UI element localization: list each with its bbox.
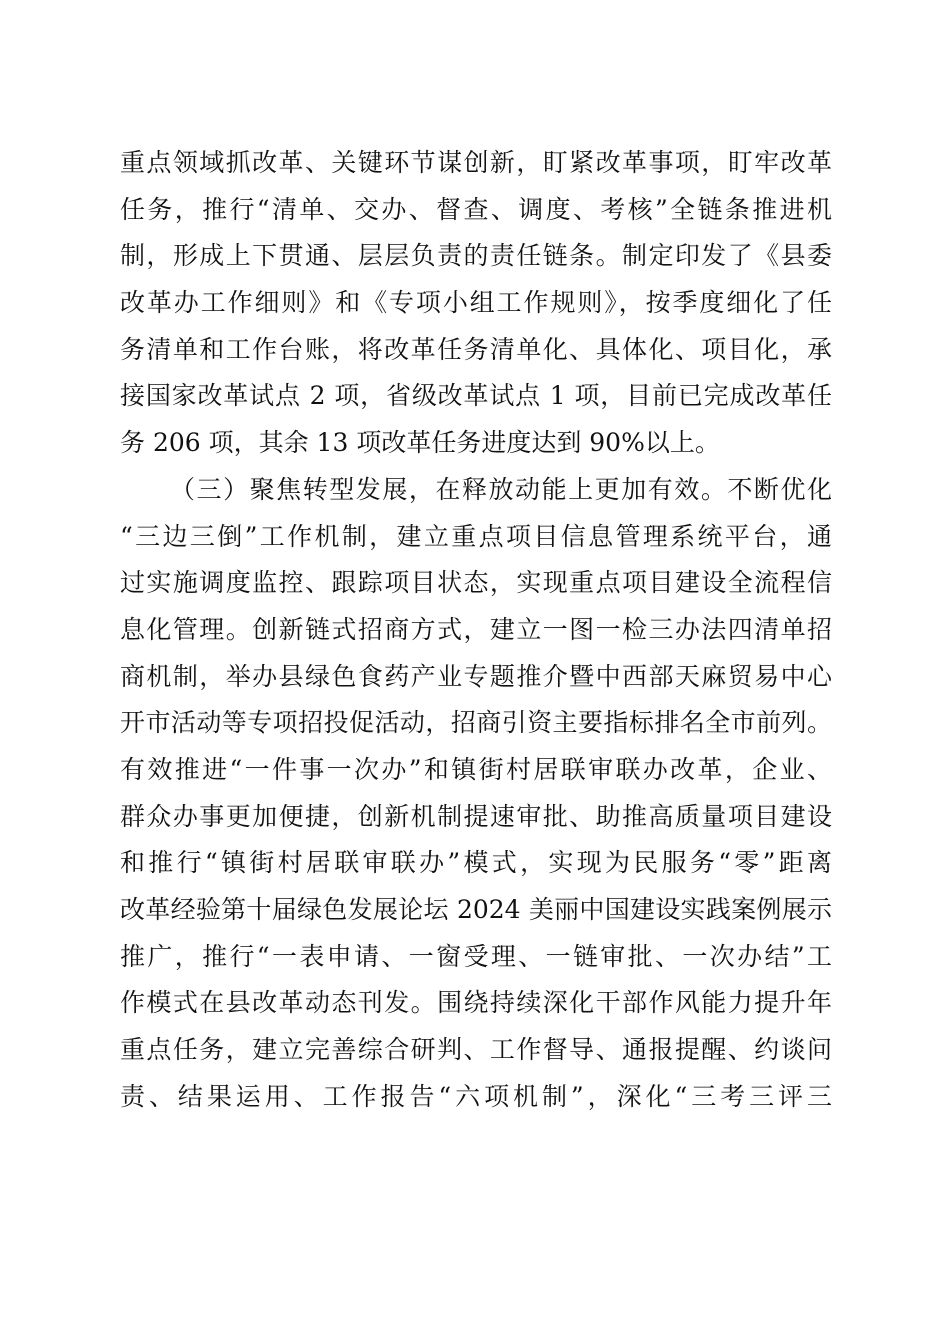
text-line-20: 重点任务，建立完善综合研判、工作督导、通报提醒、约谈问 [120, 1035, 832, 1065]
body-text [120, 140, 832, 1120]
section-heading-line: （三）聚焦转型发展，在释放动能上更加有效。不断优化 [170, 474, 832, 504]
text-line-17: 改革经验第十届绿色发展论坛 2024 美丽中国建设实践案例展示 [120, 895, 832, 924]
text-line-14: 有效推进“一件事一次办”和镇街村居联审联办改革，企业、 [120, 754, 832, 784]
text-line-12: 商机制，举办县绿色食药产业专题推介暨中西部天麻贸易中心 [120, 661, 832, 691]
text-line-2: 任务，推行“清单、交办、督查、调度、考核”全链条推进机 [120, 194, 832, 224]
text-line-15: 群众办事更加便捷，创新机制提速审批、助推高质量项目建设 [120, 801, 832, 831]
text-line-16: 和推行“镇街村居联审联办”模式，实现为民服务“零”距离 [120, 848, 832, 878]
text-line-5: 务清单和工作台账，将改革任务清单化、具体化、项目化，承 [120, 334, 832, 364]
text-line-21: 责、结果运用、工作报告“六项机制”，深化“三考三评三 [120, 1081, 832, 1111]
text-line-4: 改革办工作细则》和《专项小组工作规则》，按季度细化了任 [120, 288, 832, 318]
text-line-1: 重点领域抓改革、关键环节谋创新，盯紧改革事项，盯牢改革 [120, 148, 832, 177]
text-line-9: “三边三倒”工作机制，建立重点项目信息管理系统平台，通 [120, 521, 832, 551]
text-line-18: 推广，推行“一表申请、一窗受理、一链审批、一次办结”工 [120, 941, 832, 971]
text-line-10: 过实施调度监控、跟踪项目状态，实现重点项目建设全流程信 [120, 568, 832, 598]
text-line-3: 制，形成上下贯通、层层负责的责任链条。制定印发了《县委 [120, 241, 832, 271]
text-line-19: 作模式在县改革动态刊发。围绕持续深化干部作风能力提升年 [120, 988, 832, 1018]
text-line-7: 务 206 项，其余 13 项改革任务进度达到 90%以上。 [120, 428, 720, 458]
text-line-13: 开市活动等专项招投促活动，招商引资主要指标排名全市前列。 [120, 708, 832, 738]
text-line-11: 息化管理。创新链式招商方式，建立一图一检三办法四清单招 [120, 614, 832, 644]
text-line-6: 接国家改革试点 2 项，省级改革试点 1 项，目前已完成改革任 [120, 381, 832, 411]
